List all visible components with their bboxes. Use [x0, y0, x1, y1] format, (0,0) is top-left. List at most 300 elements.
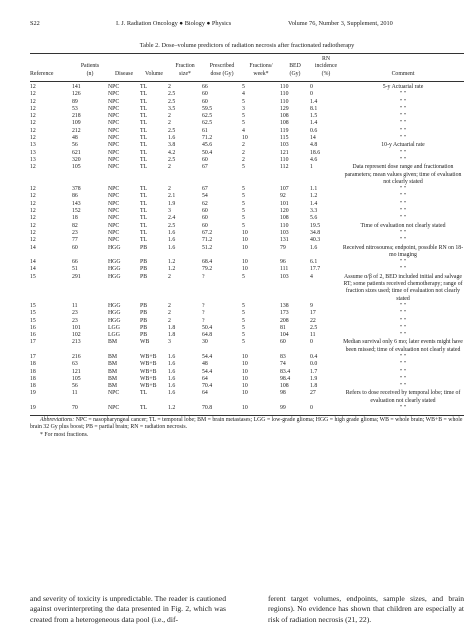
cell-fraction-size: 1.8	[168, 332, 176, 339]
cell-patients: 11	[72, 390, 78, 397]
cell-prescribed-dose: 45.6	[202, 142, 213, 149]
cell-patients: 51	[72, 266, 78, 273]
cell-prescribed-dose: 54.4	[202, 353, 213, 360]
cell-rn-incidence: 0	[310, 84, 313, 90]
cell-rn-incidence: 34.8	[310, 229, 321, 236]
cell-comment: ″ ″	[399, 375, 407, 382]
cell-reference: 18	[30, 375, 36, 382]
cell-bed: 119	[280, 127, 289, 134]
cell-prescribed-dose: 60	[202, 208, 208, 215]
cell-volume: TL	[140, 127, 148, 134]
cell-disease: NPC	[108, 222, 120, 229]
abbreviations-label: Abbreviations:	[40, 417, 75, 423]
cell-volume: TL	[140, 222, 148, 229]
cell-bed: 129	[280, 105, 289, 112]
table-row	[30, 164, 464, 186]
cell-disease: HGG	[108, 273, 121, 280]
cell-bed: 81	[280, 324, 286, 331]
cell-rn-incidence: 22	[310, 317, 316, 324]
col-header-fraction-size	[168, 56, 202, 63]
abbreviations-text: NPC = nasopharyngeal cancer; TL = temporal lobe; BM = brain metastases; LGG = low-grade glioma; HGG = high grade glioma; WB = whole brain; WB+B = whole brain 32 Gy plus boost; PB = partial brain; RN = radiation necrosis.	[30, 417, 463, 431]
cell-volume: PB	[140, 273, 148, 280]
cell-fraction-size: 1.6	[168, 135, 176, 142]
cell-volume: PB	[140, 302, 148, 309]
table-row	[30, 135, 464, 142]
cell-comment: ″ ″	[399, 302, 407, 309]
cell-fraction-size: 2	[168, 302, 171, 309]
cell-bed: 110	[280, 84, 289, 90]
cell-bed: 131	[280, 237, 289, 244]
cell-prescribed-dose: 30	[202, 339, 208, 346]
cell-fractions-per-week: 5	[242, 120, 245, 127]
cell-disease: NPC	[108, 200, 120, 207]
cell-disease: NPC	[108, 208, 120, 215]
cell-fraction-size: 1.6	[168, 361, 176, 368]
col-header-prescribed-dose	[202, 56, 242, 63]
cell-prescribed-dose: 62.5	[202, 113, 213, 120]
cell-fractions-per-week: 10	[242, 229, 248, 236]
cell-patients: 141	[72, 84, 81, 90]
cell-prescribed-dose: 62.5	[202, 120, 213, 127]
cell-comment: 10-y Actuarial rate	[381, 142, 425, 149]
cell-patients: 143	[72, 200, 81, 207]
col-header-fraction-size: size*	[179, 70, 191, 77]
cell-rn-incidence: 19.5	[310, 222, 321, 229]
cell-disease: NPC	[108, 84, 120, 90]
cell-reference: 17	[30, 339, 36, 346]
cell-reference: 13	[30, 156, 36, 163]
cell-rn-incidence: 1.6	[310, 244, 318, 251]
cell-disease: BM	[108, 339, 118, 346]
cell-fractions-per-week: 10	[242, 259, 248, 266]
volume-info: Volume 76, Number 3, Supplement, 2010	[288, 20, 393, 27]
cell-bed: 108	[280, 215, 289, 222]
cell-disease: LGG	[108, 324, 120, 331]
cell-fractions-per-week: 10	[242, 266, 248, 273]
cell-disease: HGG	[108, 266, 121, 273]
cell-volume: TL	[140, 390, 148, 397]
cell-bed: 110	[280, 91, 289, 98]
cell-fractions-per-week: 10	[242, 244, 248, 251]
cell-fraction-size: 2	[168, 113, 171, 120]
cell-rn-incidence: 1	[310, 164, 313, 171]
table-row	[30, 405, 464, 412]
cell-fraction-size: 1.8	[168, 324, 176, 331]
cell-prescribed-dose: 64	[202, 375, 208, 382]
cell-volume: TL	[140, 105, 148, 112]
cell-comment: ″ ″	[399, 229, 407, 236]
cell-comment: ″ ″	[399, 208, 407, 215]
table-row	[30, 303, 464, 310]
col-header-bed: BED	[289, 63, 301, 70]
col-header-volume	[140, 56, 168, 63]
cell-disease: NPC	[108, 156, 120, 163]
col-header-disease: Disease	[114, 70, 134, 77]
cell-prescribed-dose: 71.2	[202, 135, 213, 142]
cell-patients: 126	[72, 91, 81, 98]
cell-fractions-per-week: 5	[242, 193, 245, 200]
cell-reference: 12	[30, 84, 36, 90]
cell-comment: ″ ″	[399, 310, 407, 317]
col-header-rn-incidence: RN	[321, 56, 331, 62]
cell-fraction-size: 2	[168, 317, 171, 324]
cell-reference: 12	[30, 215, 36, 222]
table-row	[30, 390, 464, 405]
cell-bed: 83	[280, 353, 286, 360]
cell-patients: 218	[72, 113, 81, 120]
cell-reference: 19	[30, 390, 36, 397]
cell-prescribed-dose: 48	[202, 361, 208, 368]
cell-comment: ″ ″	[399, 113, 407, 120]
cell-reference: 15	[30, 310, 36, 317]
cell-prescribed-dose: 64.8	[202, 332, 213, 339]
cell-comment: ″ ″	[399, 368, 407, 375]
cell-volume: WB+B	[140, 361, 157, 368]
cell-comment: Refers to dose received by temporal lobe; time of evaluation not clearly stated	[345, 390, 461, 404]
cell-fraction-size: 1.6	[168, 383, 176, 390]
table-row	[30, 361, 464, 368]
cell-patients: 60	[72, 244, 78, 251]
data-table	[30, 84, 464, 412]
cell-fraction-size: 2	[168, 120, 171, 127]
table-row	[30, 128, 464, 135]
cell-prescribed-dose: 54	[202, 193, 208, 200]
cell-disease: NPC	[108, 105, 120, 112]
cell-comment: ″ ″	[399, 127, 407, 134]
cell-bed: 111	[280, 266, 289, 273]
table-row	[30, 332, 464, 339]
cell-volume: TL	[140, 208, 148, 215]
cell-disease: NPC	[108, 193, 120, 200]
cell-patients: 101	[72, 324, 81, 331]
body-text-right: ferent target volumes, endpoints, sample sizes, and brain regions). No evidence has shown that children are especially at risk of radiation necrosis (21, 22).	[268, 594, 464, 624]
cell-patients: 212	[72, 127, 81, 134]
body-text-left: and severity of toxicity is unpredictable. The reader is cautioned against overinterpreting the data presented in Fig. 2, which was created from a heterogeneous data pool (i.e., dif-	[30, 594, 226, 624]
cell-patients: 213	[72, 339, 81, 346]
cell-fraction-size: 2.5	[168, 127, 176, 134]
cell-disease: BM	[108, 361, 118, 368]
cell-volume: TL	[140, 113, 148, 120]
table-row	[30, 259, 464, 266]
journal-title: I. J. Radiation Oncology ● Biology ● Physics	[116, 20, 232, 27]
cell-bed: 112	[280, 164, 289, 171]
cell-comment: ″ ″	[399, 324, 407, 331]
cell-comment: Time of evaluation not clearly stated	[360, 222, 446, 229]
cell-disease: NPC	[108, 127, 120, 134]
cell-fractions-per-week: 5	[242, 208, 245, 215]
cell-reference: 12	[30, 229, 36, 236]
cell-bed: 98	[280, 390, 286, 397]
cell-comment: ″ ″	[399, 156, 407, 163]
cell-volume: TL	[140, 91, 148, 98]
cell-prescribed-dose: 67	[202, 164, 208, 171]
cell-bed: 110	[280, 156, 289, 163]
cell-fractions-per-week: 5	[242, 113, 245, 120]
cell-volume: TL	[140, 164, 148, 171]
cell-comment: ″ ″	[399, 332, 407, 339]
cell-disease: NPC	[108, 149, 120, 156]
cell-bed: 108	[280, 120, 289, 127]
col-header-comment: Comment	[391, 70, 415, 77]
cell-comment: ″ ″	[399, 405, 407, 412]
table-bottom-rule	[30, 415, 464, 416]
cell-comment: ″ ″	[399, 105, 407, 112]
cell-patients: 63	[72, 361, 78, 368]
cell-rn-incidence: 1.4	[310, 200, 318, 207]
col-header-disease	[108, 56, 140, 63]
cell-bed: 99	[280, 405, 286, 412]
table-header	[30, 56, 464, 78]
cell-fractions-per-week: 5	[242, 317, 245, 324]
cell-reference: 12	[30, 208, 36, 215]
table-row	[30, 318, 464, 325]
cell-bed: 208	[280, 317, 289, 324]
cell-fraction-size: 2.5	[168, 222, 176, 229]
cell-comment: ″ ″	[399, 149, 407, 156]
cell-patients: 89	[72, 98, 78, 105]
cell-rn-incidence: 9	[310, 302, 313, 309]
cell-fraction-size: 2.5	[168, 91, 176, 98]
cell-prescribed-dose: 71.2	[202, 237, 213, 244]
cell-fractions-per-week: 5	[242, 302, 245, 309]
cell-patients: 66	[72, 259, 78, 266]
cell-volume: PB	[140, 266, 148, 273]
cell-patients: 23	[72, 229, 78, 236]
cell-comment: ″ ″	[399, 98, 407, 105]
table-row	[30, 237, 464, 244]
col-header-fraction-size: Fraction	[175, 63, 195, 70]
cell-comment: Median survival only 6 mo; later events might have been missed; time of evaluation not clearly stated	[343, 339, 463, 353]
col-header-rn-incidence: incidence	[314, 63, 338, 70]
cell-comment: ″ ″	[399, 91, 407, 98]
cell-fractions-per-week: 5	[242, 324, 245, 331]
cell-bed: 110	[280, 222, 289, 229]
cell-volume: PB	[140, 259, 148, 266]
cell-disease: NPC	[108, 135, 120, 142]
cell-disease: HGG	[108, 310, 121, 317]
cell-reference: 12	[30, 135, 36, 142]
cell-bed: 138	[280, 302, 289, 309]
fraction-footnote: * For most fractions.	[40, 431, 89, 438]
cell-fractions-per-week: 10	[242, 135, 248, 142]
table-row	[30, 113, 464, 120]
cell-comment: Data represent dose range and fractionation parameters; mean values given; time of evaluation not clearly stated	[344, 164, 462, 185]
cell-bed: 108	[280, 383, 289, 390]
table-row	[30, 99, 464, 106]
cell-volume: PB	[140, 317, 148, 324]
cell-bed: 74	[280, 361, 286, 368]
cell-fractions-per-week: 5	[242, 310, 245, 317]
cell-fraction-size: 3	[168, 339, 171, 346]
col-header-fractions-per-week: Fractions/	[249, 63, 273, 70]
cell-prescribed-dose: 67	[202, 186, 208, 193]
table-row	[30, 376, 464, 383]
table-row	[30, 325, 464, 332]
col-header-comment	[342, 63, 464, 70]
cell-fractions-per-week: 2	[242, 142, 245, 149]
cell-volume: TL	[140, 98, 148, 105]
cell-volume: PB	[140, 310, 148, 317]
cell-fraction-size: 2.5	[168, 156, 176, 163]
cell-fraction-size: 3.8	[168, 142, 176, 149]
cell-disease: LGG	[108, 332, 120, 339]
cell-prescribed-dose: 50.4	[202, 324, 213, 331]
col-header-bed	[280, 56, 310, 63]
cell-rn-incidence: 27	[310, 390, 316, 397]
table-row	[30, 274, 464, 303]
cell-bed: 101	[280, 200, 289, 207]
cell-comment: 5-y Actuarial rate	[382, 84, 424, 90]
cell-reference: 16	[30, 332, 36, 339]
cell-prescribed-dose: 60	[202, 98, 208, 105]
cell-rn-incidence: 3.3	[310, 208, 318, 215]
cell-disease: NPC	[108, 186, 120, 193]
cell-reference: 12	[30, 186, 36, 193]
cell-rn-incidence: 1.7	[310, 368, 318, 375]
table-row	[30, 186, 464, 193]
table-row	[30, 150, 464, 157]
cell-fractions-per-week: 10	[242, 405, 248, 412]
table-row	[30, 369, 464, 376]
cell-volume: TL	[140, 405, 148, 412]
cell-rn-incidence: 1.4	[310, 120, 318, 127]
cell-rn-incidence: 4.6	[310, 156, 318, 163]
cell-patients: 82	[72, 222, 78, 229]
cell-reference: 12	[30, 113, 36, 120]
cell-rn-incidence: 0	[310, 91, 313, 98]
cell-fractions-per-week: 5	[242, 222, 245, 229]
cell-fraction-size: 2	[168, 273, 171, 280]
cell-bed: 121	[280, 149, 289, 156]
cell-rn-incidence: 40.3	[310, 237, 321, 244]
cell-fraction-size: 3.5	[168, 105, 176, 112]
cell-comment: ″ ″	[399, 186, 407, 193]
col-header-rn-incidence: (%)	[321, 70, 331, 77]
cell-patients: 56	[72, 142, 78, 149]
cell-fraction-size: 2.1	[168, 193, 176, 200]
table-footnotes	[30, 417, 464, 439]
cell-prescribed-dose: 61	[202, 127, 208, 134]
cell-patients: 105	[72, 375, 81, 382]
table-row	[30, 245, 464, 260]
table-row	[30, 193, 464, 200]
cell-reference: 12	[30, 164, 36, 171]
cell-comment: ″ ″	[399, 317, 407, 324]
cell-patients: 105	[72, 164, 81, 171]
cell-volume: WB+B	[140, 383, 157, 390]
cell-volume: PB	[140, 244, 148, 251]
cell-prescribed-dose: 67.2	[202, 229, 213, 236]
cell-reference: 12	[30, 237, 36, 244]
cell-reference: 15	[30, 302, 36, 309]
cell-fractions-per-week: 5	[242, 273, 245, 280]
cell-patients: 23	[72, 317, 78, 324]
cell-bed: 110	[280, 98, 289, 105]
cell-rn-incidence: 0	[310, 405, 313, 412]
cell-fractions-per-week: 5	[242, 200, 245, 207]
cell-disease: HGG	[108, 302, 121, 309]
col-header-reference: Reference	[30, 70, 54, 77]
cell-prescribed-dose: 60	[202, 222, 208, 229]
cell-prescribed-dose: 68.4	[202, 259, 213, 266]
cell-rn-incidence: 1.2	[310, 193, 318, 200]
cell-patients: 152	[72, 208, 81, 215]
cell-bed: 92	[280, 193, 286, 200]
cell-disease: NPC	[108, 120, 120, 127]
cell-fraction-size: 1.6	[168, 390, 176, 397]
col-header-patients: Patients	[80, 63, 100, 70]
cell-disease: BM	[108, 375, 118, 382]
table-row	[30, 223, 464, 230]
cell-bed: 83.4	[280, 368, 291, 375]
table-row	[30, 120, 464, 127]
cell-volume: TL	[140, 84, 148, 90]
col-header-patients	[72, 56, 108, 63]
cell-reference: 12	[30, 127, 36, 134]
cell-fraction-size: 4.2	[168, 149, 176, 156]
cell-disease: NPC	[108, 237, 120, 244]
cell-patients: 378	[72, 186, 81, 193]
cell-bed: 60	[280, 339, 286, 346]
col-header-prescribed-dose: dose (Gy)	[210, 70, 234, 77]
cell-disease: HGG	[108, 259, 121, 266]
col-header-bed: (Gy)	[289, 70, 301, 77]
cell-fractions-per-week: 10	[242, 237, 248, 244]
cell-rn-incidence: 1.5	[310, 113, 318, 120]
table-row	[30, 106, 464, 113]
cell-fraction-size: 2.5	[168, 98, 176, 105]
cell-reference: 12	[30, 91, 36, 98]
cell-rn-incidence: 0.0	[310, 361, 318, 368]
cell-comment: ″ ″	[399, 361, 407, 368]
cell-volume: WB+B	[140, 353, 157, 360]
cell-volume: TL	[140, 120, 148, 127]
cell-rn-incidence: 17	[310, 310, 316, 317]
abbreviations-note	[30, 417, 464, 432]
cell-comment: Assume α/β of 2, BED included initial and salvage RT; some patients received chemotherapy; range of fraction sizes used; time of evaluation not clearly stated	[343, 273, 463, 302]
cell-patients: 102	[72, 332, 81, 339]
cell-rn-incidence: 6.1	[310, 259, 318, 266]
cell-fractions-per-week: 10	[242, 383, 248, 390]
cell-volume: WB+B	[140, 368, 157, 375]
cell-reference: 12	[30, 193, 36, 200]
cell-reference: 14	[30, 266, 36, 273]
cell-prescribed-dose: 79.2	[202, 266, 213, 273]
cell-patients: 18	[72, 215, 78, 222]
col-header-reference	[30, 63, 72, 70]
cell-fraction-size: 1.6	[168, 244, 176, 251]
cell-fractions-per-week: 5	[242, 186, 245, 193]
cell-fraction-size: 1.6	[168, 353, 176, 360]
cell-disease: NPC	[108, 229, 120, 236]
col-header-patients: (n)	[86, 70, 94, 77]
cell-fraction-size: 2	[168, 186, 171, 193]
cell-disease: NPC	[108, 215, 120, 222]
cell-prescribed-dose: 60	[202, 215, 208, 222]
cell-comment: Received nitrosourea; endpoint, possible RN on 18-mo imaging	[342, 244, 464, 258]
cell-bed: 98.4	[280, 375, 291, 382]
cell-reference: 15	[30, 317, 36, 324]
cell-comment: ″ ″	[399, 353, 407, 360]
col-header-reference	[30, 56, 72, 63]
cell-prescribed-dose: 54.4	[202, 368, 213, 375]
table-top-rule	[30, 53, 464, 54]
cell-patients: 56	[72, 383, 78, 390]
cell-fraction-size: 1.2	[168, 266, 176, 273]
cell-volume: TL	[140, 149, 148, 156]
cell-volume: TL	[140, 215, 148, 222]
cell-patients: 23	[72, 310, 78, 317]
